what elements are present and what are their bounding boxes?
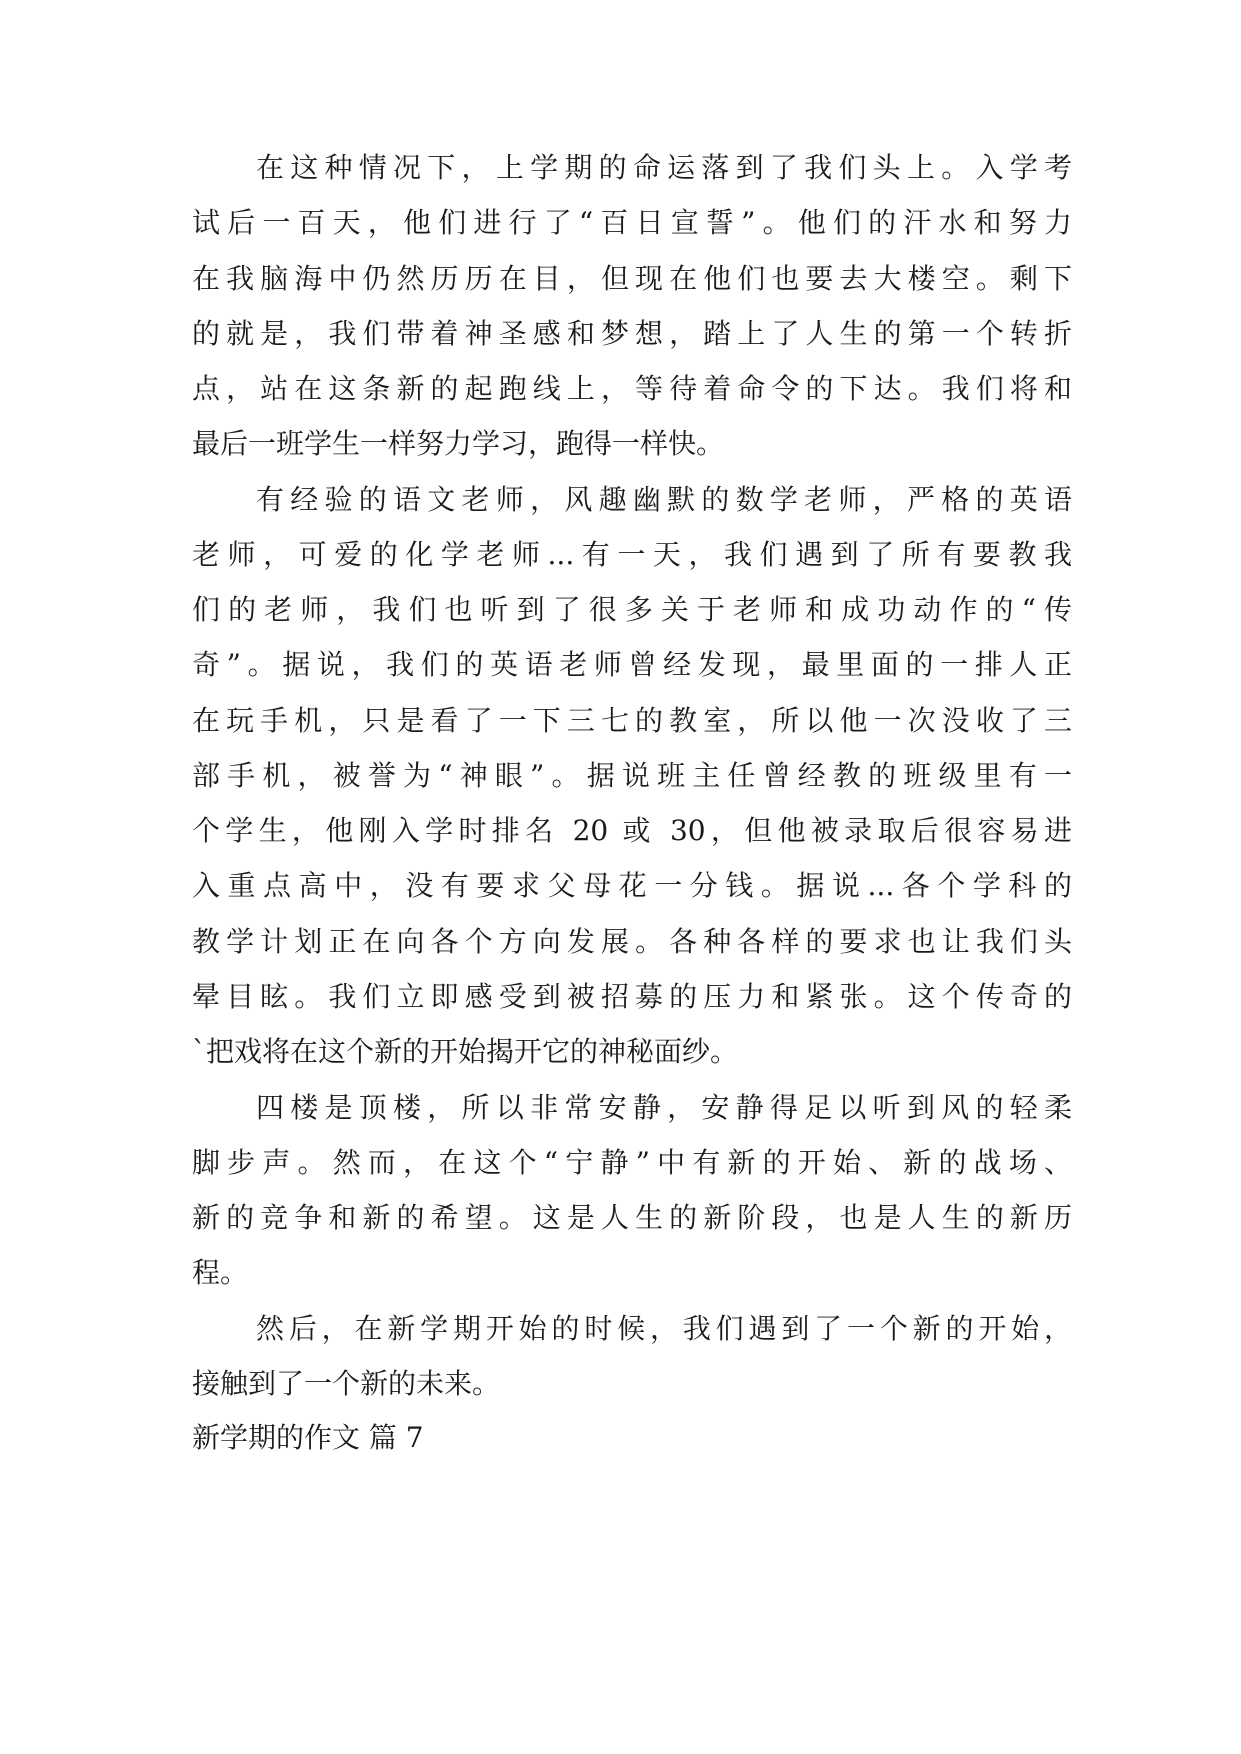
- paragraph-1-line-1: 在这种情况下，上学期的命运落到了我们头上。入学考: [256, 151, 1072, 184]
- paragraph-2-line-6: 部手机，被誉为“神眼”。据说班主任曾经教的班级里有一: [192, 759, 1072, 792]
- paragraph-1-line-6: 最后一班学生一样努力学习，跑得一样快。: [192, 427, 725, 460]
- paragraph-4-line-2: 接触到了一个新的未来。: [192, 1367, 501, 1400]
- paragraph-3-line-4: 程。: [192, 1256, 249, 1289]
- paragraph-2-line-8: 入重点高中，没有要求父母花一分钱。据说...各个学科的: [192, 869, 1072, 902]
- paragraph-1-line-2: 试后一百天，他们进行了“百日宣誓”。他们的汗水和努力: [192, 206, 1072, 239]
- paragraph-3-line-2: 脚步声。然而，在这个“宁静”中有新的开始、新的战场、: [192, 1146, 1072, 1179]
- paragraph-2-line-9: 教学计划正在向各个方向发展。各种各样的要求也让我们头: [192, 925, 1072, 958]
- paragraph-2-line-10: 晕目眩。我们立即感受到被招募的压力和紧张。这个传奇的: [192, 980, 1072, 1013]
- paragraph-1-line-4: 的就是，我们带着神圣感和梦想，踏上了人生的第一个转折: [192, 317, 1072, 350]
- paragraph-1-line-5: 点，站在这条新的起跑线上，等待着命令的下达。我们将和: [192, 372, 1072, 405]
- paragraph-2-line-5: 在玩手机，只是看了一下三七的教室，所以他一次没收了三: [192, 704, 1072, 737]
- paragraph-3-line-1: 四楼是顶楼，所以非常安静，安静得足以听到风的轻柔: [256, 1091, 1072, 1124]
- paragraph-2-line-1: 有经验的语文老师，风趣幽默的数学老师，严格的英语: [256, 483, 1072, 516]
- paragraph-2-line-7: 个学生，他刚入学时排名 20 或 30，但他被录取后很容易进: [192, 814, 1072, 847]
- paragraph-2-line-2: 老师，可爱的化学老师...有一天，我们遇到了所有要教我: [192, 538, 1072, 571]
- paragraph-3-line-3: 新的竞争和新的希望。这是人生的新阶段，也是人生的新历: [192, 1201, 1072, 1234]
- paragraph-2-line-11: `把戏将在这个新的开始揭开它的神秘面纱。: [192, 1035, 739, 1068]
- paragraph-4-line-1: 然后，在新学期开始的时候，我们遇到了一个新的开始，: [256, 1312, 1072, 1345]
- paragraph-1-line-3: 在我脑海中仍然历历在目，但现在他们也要去大楼空。剩下: [192, 262, 1072, 295]
- section-heading: 新学期的作文 篇 7: [192, 1421, 424, 1454]
- paragraph-2-line-4: 奇”。据说，我们的英语老师曾经发现，最里面的一排人正: [192, 648, 1072, 681]
- paragraph-2-line-3: 们的老师，我们也听到了很多关于老师和成功动作的“传: [192, 593, 1072, 626]
